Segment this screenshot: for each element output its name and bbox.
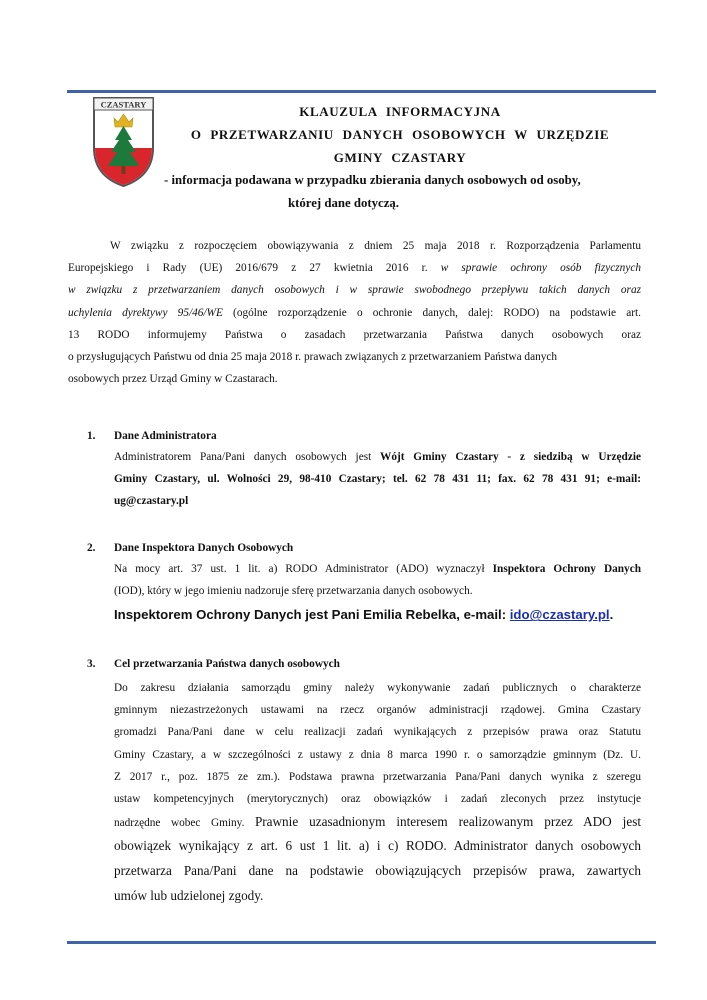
intro-line: o przysługujących Państwu od dnia 25 maja 2018 r. prawach związanych z przetwarzaniem Państwa danych — [68, 350, 558, 363]
title-block — [150, 100, 650, 215]
body-line: Do zakresu działania samorządu gminy należy wykonywanie zadań publicznych o charakterze — [114, 682, 641, 694]
section-title: Dane Administratora — [114, 430, 217, 442]
crest-label: CZASTARY — [100, 99, 147, 110]
body-text-large: Prawnie uzasadnionym interesem realizowanym przez ADO jest — [254, 814, 641, 830]
body-line: gminnym niezastrzeżonych ustawami na rzecz organów administracji rządowej. Gmina Czastary — [114, 704, 641, 717]
intro-line: W związku z rozpoczęciem obowiązywania z dniem 25 maja 2018 r. Rozporządzenia Parlamentu — [110, 240, 641, 252]
intro-line — [68, 279, 641, 301]
section-number: 3. — [87, 658, 96, 670]
title-line-1: KLAUZULA INFORMACYJNA — [299, 104, 501, 119]
body-line: ustaw kompetencyjnych (merytorycznych) oraz obowiązków i zadań zleconych przez instytucje — [114, 792, 641, 805]
contact-line: Gminy Czastary, ul. Wolności 29, 98-410 Czastary; tel. 62 78 431 11; fax. 62 78 431 91; e-mail: — [114, 473, 641, 486]
intro-line — [68, 257, 641, 279]
czastary-coat-of-arms — [92, 96, 155, 188]
iod-end: . — [609, 607, 614, 623]
title-line-3: GMINY CZASTARY — [333, 150, 467, 165]
iod-email-link[interactable]: ido@czastary.pl — [509, 607, 610, 623]
intro-text: (ogólne rozporządzenie o ochronie danych, dalej: RODO) na podstawie art. — [222, 306, 641, 319]
body-text: nadrzędne wobec Gminy. — [114, 817, 255, 830]
intro-italic: uchylenia dyrektywy 95/46/WE — [68, 306, 223, 319]
body-line-large: obowiązek wynikający z art. 6 ust 1 lit. a) i c) RODO. Administrator danych osobowych — [114, 838, 641, 854]
body-line: Z 2017 r., poz. 1875 ze zm.). Podstawa prawna przetwarzania Pana/Pani danych wynika z szeregu — [114, 770, 641, 783]
body-text: Na mocy art. 37 ust. 1 lit. a) RODO Administrator (ADO) wyznaczył — [114, 563, 493, 575]
intro-text: Europejskiego i Rady (UE) 2016/679 z 27 kwietnia 2016 r. — [68, 262, 441, 275]
body-line-large: przetwarza Pana/Pani dane na podstawie obowiązujących przepisów prawa, zawartych — [114, 862, 641, 878]
body-text: Administratorem Pana/Pani danych osobowych jest — [114, 451, 381, 463]
section-number: 1. — [87, 430, 96, 442]
title-line-2: O PRZETWARZANIU DANYCH OSOBOWYCH W URZĘDZIE — [190, 127, 610, 142]
intro-italic: w sprawie ochrony osób fizycznych — [440, 262, 641, 275]
administrator-name: Wójt Gminy Czastary - z siedzibą w Urzędzie — [380, 451, 641, 463]
body-line-large: umów lub udzielonej zgody. — [114, 887, 264, 903]
contact-email: ug@czastary.pl — [114, 495, 189, 508]
section-title: Cel przetwarzania Państwa danych osobowych — [114, 658, 340, 670]
section-3-heading — [87, 658, 340, 670]
section-3-body — [114, 677, 641, 909]
iod-line — [114, 602, 641, 628]
body-line: (IOD), który w jego imieniu nadzoruje sferę przetwarzania danych osobowych. — [114, 585, 473, 598]
section-1-body — [114, 446, 641, 513]
body-line — [114, 558, 641, 580]
iod-text: Inspektorem Ochrony Danych jest Pani Emilia Rebelka, e-mail: — [114, 607, 510, 623]
section-2-body — [114, 558, 641, 628]
subtitle-line-1: - informacja podawana w przypadku zbierania danych osobowych od osoby, — [164, 173, 581, 187]
intro-italic: w związku z przetwarzaniem danych osobowych i w sprawie swobodnego przepływu takich danych oraz — [68, 284, 641, 297]
intro-paragraph — [68, 235, 641, 390]
body-line — [114, 446, 641, 468]
iod-title: Inspektora Ochrony Danych — [492, 563, 641, 575]
subtitle-line-2: której dane dotyczą. — [288, 196, 400, 210]
body-line: Gminy Czastary, a w szczególności z ustawy z dnia 8 marca 1990 r. o samorządzie gminnym (Dz. U. — [114, 748, 641, 761]
intro-line: osobowych przez Urząd Gminy w Czastarach. — [68, 373, 278, 386]
top-rule — [67, 90, 656, 93]
intro-line — [68, 302, 641, 324]
body-line: gromadzi Pana/Pani dane w celu realizacji zadań wynikających z przepisów prawa oraz Statutu — [114, 726, 641, 739]
body-line — [114, 810, 641, 834]
section-number: 2. — [87, 542, 96, 554]
section-title: Dane Inspektora Danych Osobowych — [114, 542, 294, 554]
section-2-heading — [87, 542, 293, 554]
bottom-rule — [67, 941, 656, 944]
intro-line: 13 RODO informujemy Państwa o zasadach przetwarzania Państwa danych osobowych oraz — [68, 328, 641, 341]
section-1-heading — [87, 430, 217, 442]
